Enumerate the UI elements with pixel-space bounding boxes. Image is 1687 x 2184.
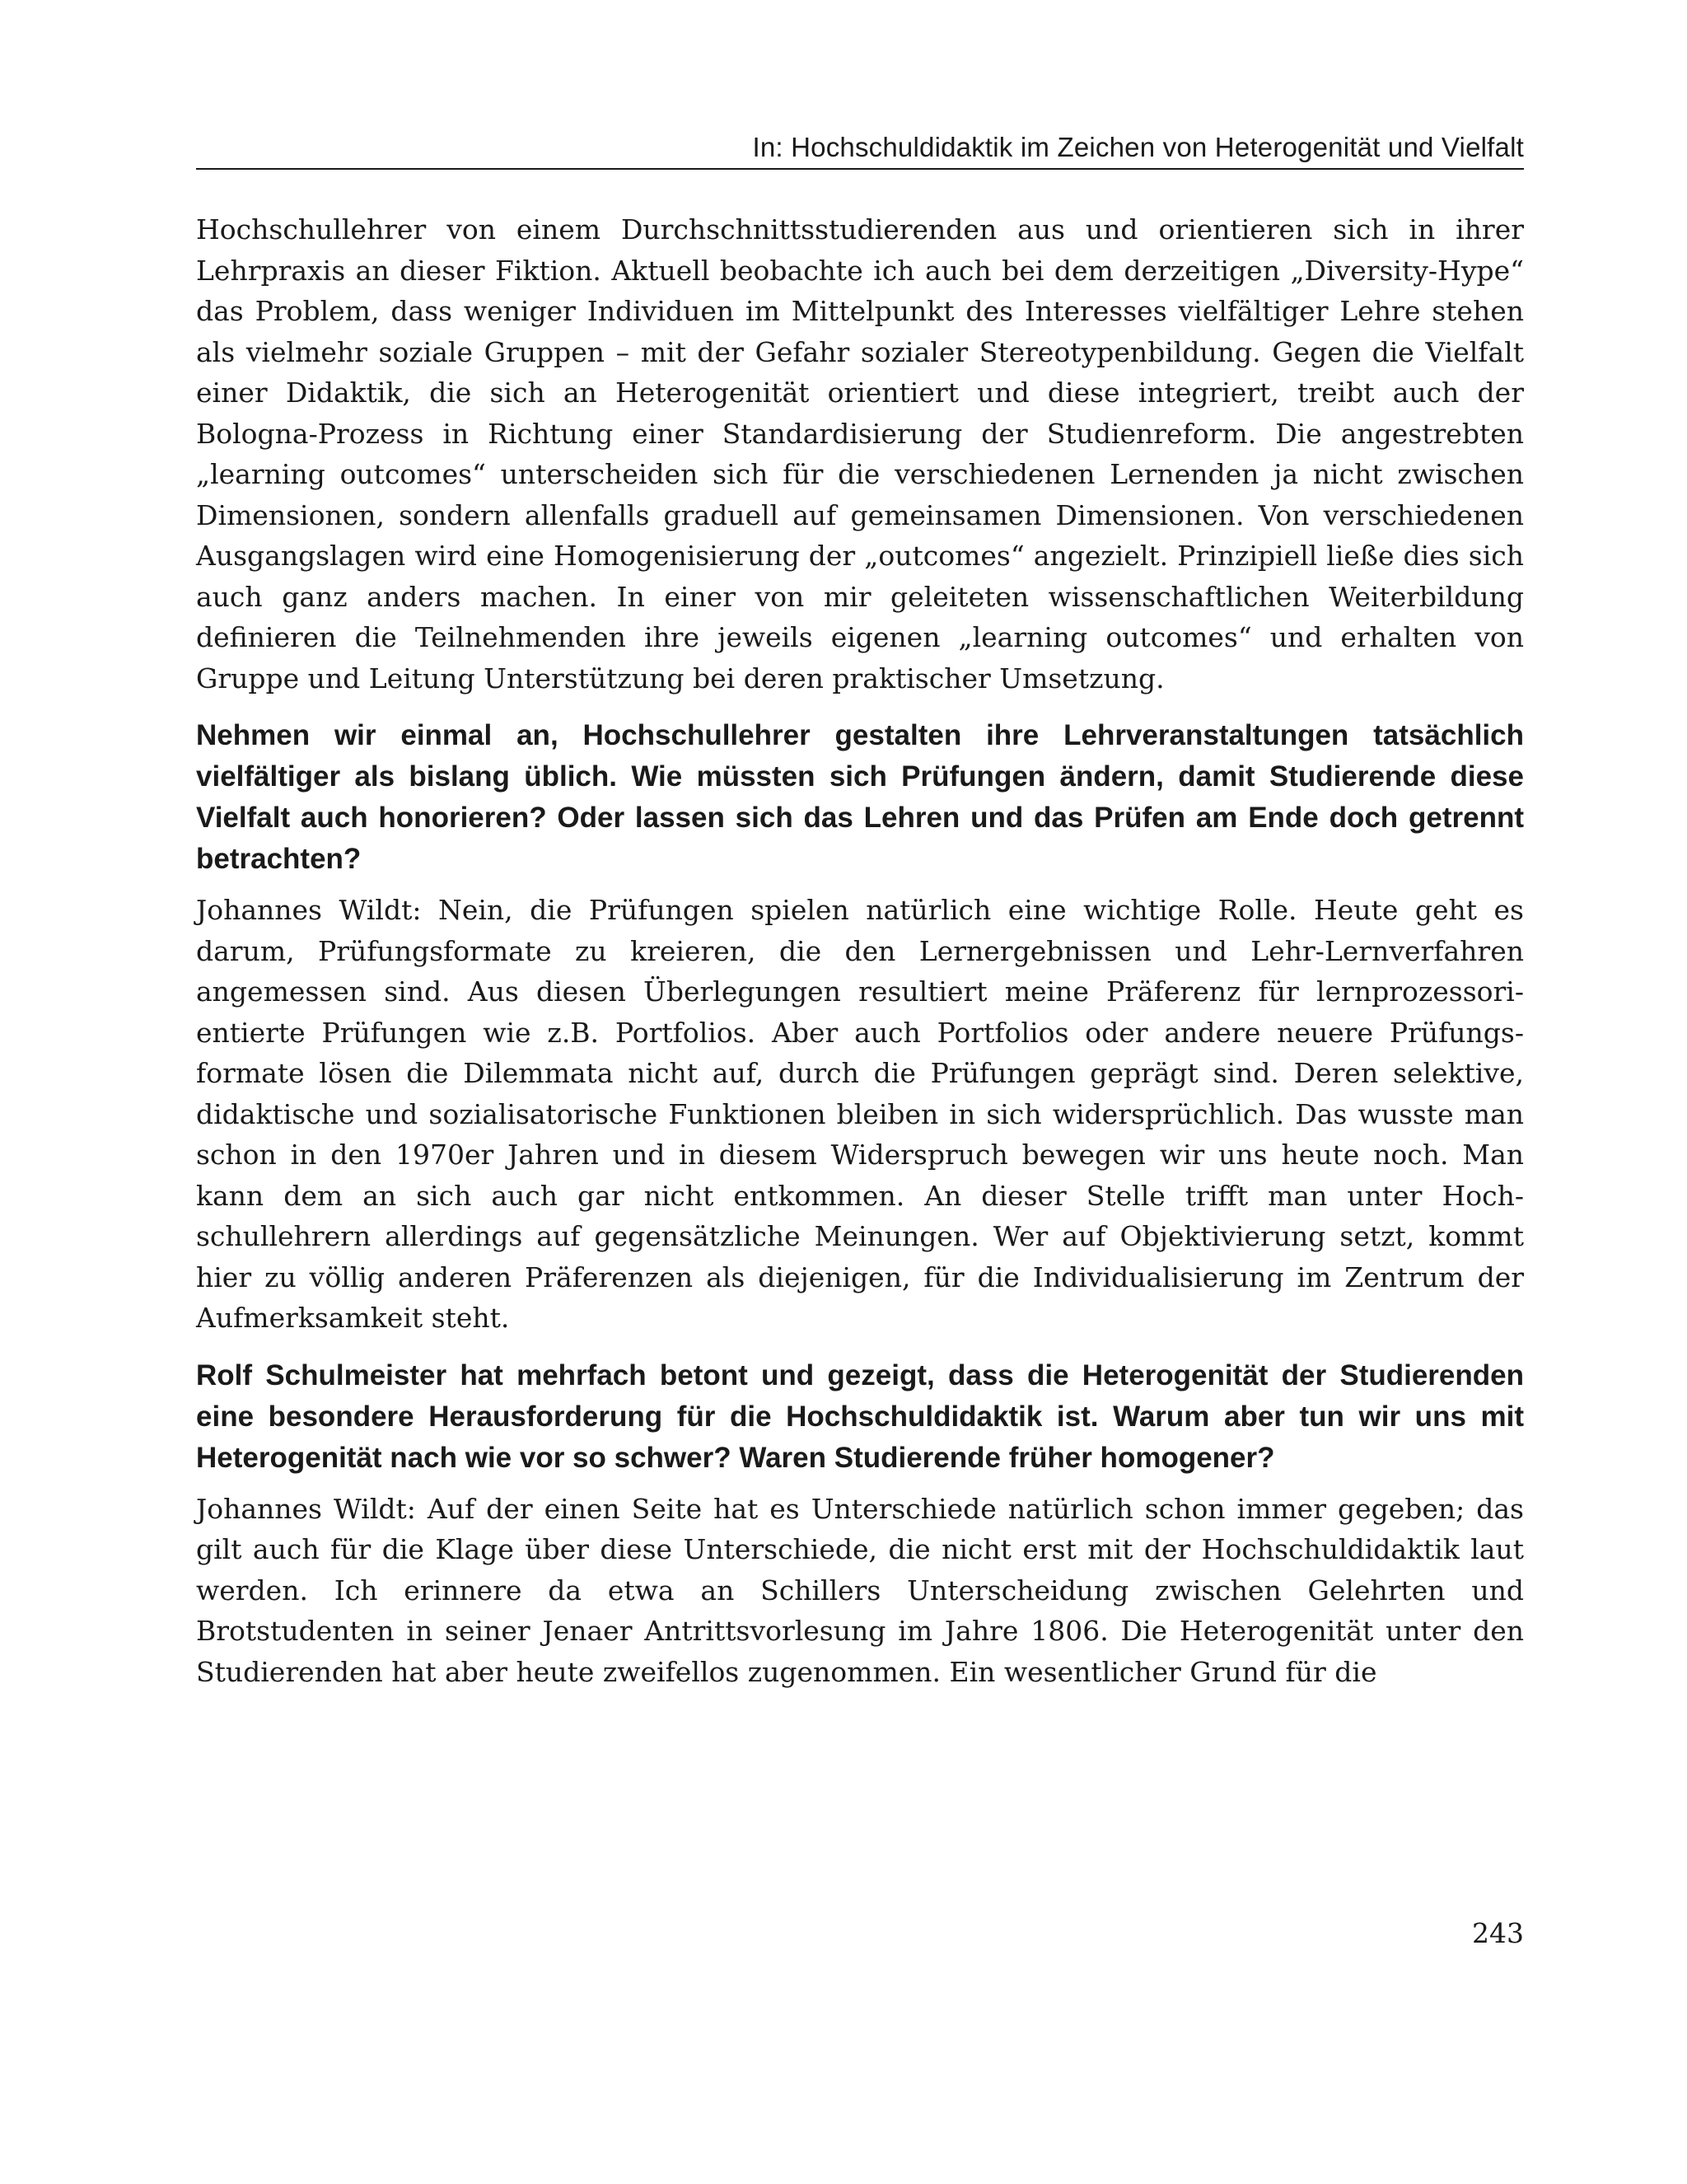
page-number: 243	[1472, 1917, 1524, 1949]
page	[196, 132, 1524, 1692]
answer-paragraph-3: Johannes Wildt: Auf der einen Seite hat es Unterschiede natürlich schon immer gegeben; das gilt auch für die Klage über diese Unterschiede, die nicht erst mit der Hochschuldidaktik laut werden. Ich erinnere da etwa an Schillers Unterscheidung zwischen Gelehrten und Brotstudenten in seiner Jenaer Antrittsvorlesung im Jahre 1806. Die Heterogenität unter den Studierenden hat aber heute zweifellos zugenommen. Ein wesentlicher Grund für die	[196, 1492, 1524, 1688]
article-body	[196, 209, 1524, 1692]
running-header: In: Hochschuldidaktik im Zeichen von Heterogenität und Vielfalt	[196, 132, 1524, 170]
answer-paragraph-1: Hochschullehrer von einem Durchschnittsstudierenden aus und orientieren sich in ihrer Lehrpraxis an dieser Fiktion. Aktuell beobachte ich auch bei dem derzeitigen „Diversity-Hype“ das Problem, dass weniger Individuen im Mittelpunkt des Interesses vielfältiger Lehre stehen als vielmehr soziale Gruppen – mit der Gefahr sozialer Stereotypenbildung. Gegen die Vielfalt einer Didaktik, die sich an Heterogenität orientiert und diese integriert, treibt auch der Bologna-Prozess in Richtung einer Standardisierung der Studienreform. Die angestrebten „learning outcomes“ unterscheiden sich für die verschiedenen Lernenden ja nicht zwischen Dimensionen, sondern allenfalls graduell auf gemeinsamen Dimensionen. Von verschiedenen Ausgangslagen wird eine Homogenisierung der „outcomes“ angezielt. Prinzipiell ließe dies sich auch ganz anders machen. In einer von mir geleiteten wissenschaftlichen Weiterbildung definieren die Teilnehmenden ihre jeweils eigenen „learning outcomes“ und erhalten von Gruppe und Leitung Unterstützung bei deren praktischer Umsetzung.	[196, 213, 1524, 694]
interview-question-1: Nehmen wir einmal an, Hochschullehrer gestalten ihre Lehrveranstaltungen tatsächlich vielfältiger als bislang üblich. Wie müssten sich Prüfungen ändern, damit Studierende diese Vielfalt auch honorieren? Oder lassen sich das Lehren und das Prüfen am Ende doch getrennt betrachten?	[196, 719, 1524, 875]
answer-paragraph-2: Johannes Wildt: Nein, die Prüfungen spielen natürlich eine wichtige Rolle. Heute geht es darum, Prüfungsformate zu kreieren, die den Lernergebnissen und Lehr-Lernverfahren angemessen sind. Aus diesen Überlegungen resultiert meine Präferenz für lernprozessorientierte Prüfungen wie z.B. Portfolios. Aber auch Portfolios oder andere neuere Prüfungsformate lösen die Dilemmata nicht auf, durch die Prüfungen geprägt sind. Deren selektive, didaktische und sozialisatorische Funktionen bleiben in sich widersprüchlich. Das wusste man schon in den 1970er Jahren und in diesem Widerspruch bewegen wir uns heute noch. Man kann dem an sich auch gar nicht entkommen. An dieser Stelle trifft man unter Hochschullehrern allerdings auf gegensätzliche Meinungen. Wer auf Objektivierung setzt, kommt hier zu völlig anderen Präferenzen als diejenigen, für die Individualisierung im Zentrum der Aufmerksamkeit steht.	[196, 894, 1524, 1334]
interview-question-2: Rolf Schulmeister hat mehrfach betont und gezeigt, dass die Heterogenität der Studierenden eine besondere Herausforderung für die Hochschuldidaktik ist. Warum aber tun wir uns mit Heterogenität nach wie vor so schwer? Waren Studierende früher homogener?	[196, 1359, 1524, 1474]
